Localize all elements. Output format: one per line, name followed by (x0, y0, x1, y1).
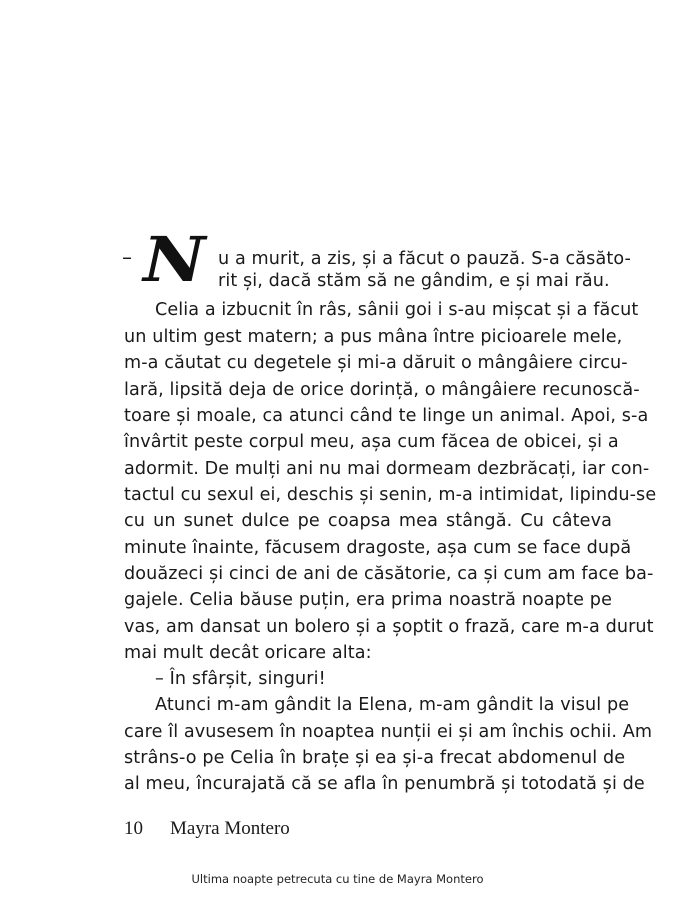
document-caption: Ultima noapte petrecuta cu tine de Mayra Montero (191, 872, 484, 886)
drop-cap-dash: – (122, 245, 132, 269)
text-line: – În sfârșit, singuri! (155, 669, 326, 689)
text-line: al meu, încurajată că se afla în penumbră și totodată și de (124, 774, 645, 794)
text-line: mai mult decât oricare alta: (124, 643, 372, 663)
text-line: un ultim gest matern; a pus mâna între picioarele mele, (124, 327, 623, 347)
text-line: tactul cu sexul ei, deschis și senin, m-a intimidat, lipindu-se (124, 485, 657, 505)
text-line: strâns-o pe Celia în brațe și ea și-a frecat abdomenul de (124, 748, 626, 768)
text-line: Atunci m-am gândit la Elena, m-am gândit la visul pe (155, 695, 630, 715)
text-line: gajele. Celia băuse puțin, era prima noastră noapte pe (124, 590, 612, 610)
text-line: minute înainte, făcusem dragoste, așa cum se face după (124, 538, 632, 558)
text-line: u a murit, a zis, și a făcut o pauză. S-a căsăto- (218, 249, 631, 269)
text-line: adormit. De mulți ani nu mai dormeam dezbrăcați, iar con- (124, 459, 650, 479)
page-number: 10 (124, 818, 143, 839)
text-line: toare și moale, ca atunci când te linge un animal. Apoi, s-a (124, 406, 649, 426)
text-line: care îl avusesem în noaptea nunții ei și am închis ochii. Am (124, 722, 653, 742)
text-line: rit și, dacă stăm să ne gândim, e și mai rău. (218, 271, 610, 291)
text-line: cu un sunet dulce pe coapsa mea stângă. Cu câteva (124, 511, 612, 531)
text-line: m-a căutat cu degetele și mi-a dăruit o mângâiere circu- (124, 353, 628, 373)
text-line: vas, am dansat un bolero și a șoptit o frază, care m-a durut (124, 617, 654, 637)
text-line: învârtit peste corpul meu, așa cum făcea de obicei, și a (124, 432, 619, 452)
text-line: douăzeci și cinci de ani de căsătorie, ca și cum am face ba- (124, 564, 654, 584)
running-footer-author: Mayra Montero (170, 818, 290, 839)
text-line: lară, lipsită deja de orice dorință, o mângâiere recunoscă- (124, 380, 640, 400)
text-line: Celia a izbucnit în râs, sânii goi i s-au mișcat și a făcut (155, 300, 639, 320)
drop-cap-letter: N (143, 223, 206, 296)
